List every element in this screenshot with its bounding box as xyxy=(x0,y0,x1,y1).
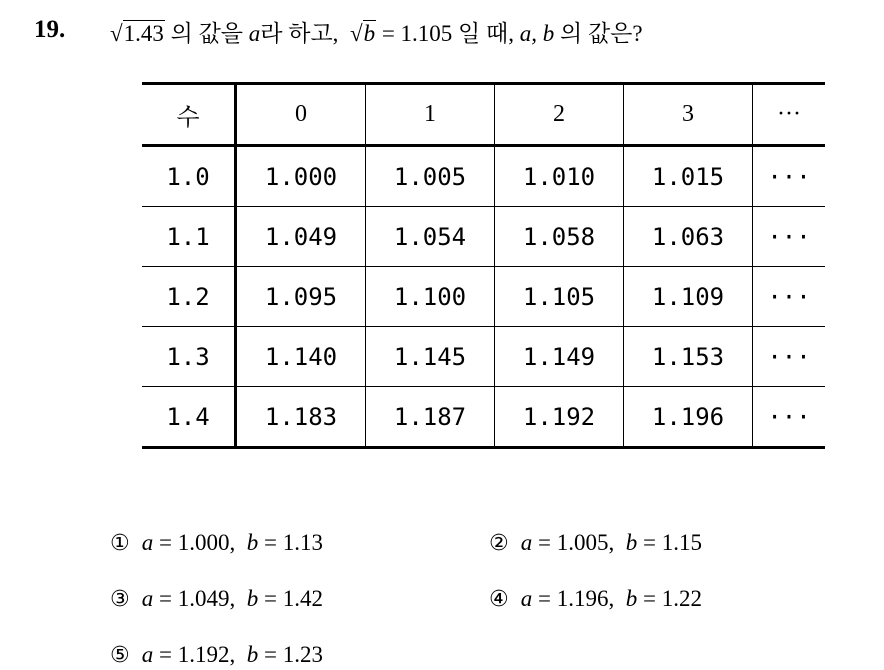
table-row xyxy=(142,327,825,387)
square-root-table xyxy=(142,82,825,449)
choice-b-label: b xyxy=(625,530,638,555)
table-cell: 1.058 xyxy=(495,207,624,267)
variable-a: a xyxy=(248,21,261,46)
radicand: 1.43 xyxy=(123,21,164,46)
choice-marker: ③ xyxy=(110,587,130,612)
table-cell: 1.109 xyxy=(624,267,753,327)
table-cell: ··· xyxy=(753,327,826,387)
table-row xyxy=(142,207,825,267)
choice-a-label: a xyxy=(520,530,533,555)
table-cell: 1.000 xyxy=(236,146,366,207)
choice-b-value: = 1.23 xyxy=(263,642,323,667)
question-text-tail: 의 값은? xyxy=(559,21,643,46)
sqrt-expression-1 xyxy=(110,21,165,47)
table-header-cell: 2 xyxy=(495,84,624,146)
table-cell: 1.140 xyxy=(236,327,366,387)
choice-2[interactable] xyxy=(489,530,702,556)
choice-marker: ① xyxy=(110,531,130,556)
table-cell: 1.145 xyxy=(366,327,495,387)
choice-a-label: a xyxy=(520,586,533,611)
question-number: 19. xyxy=(34,16,66,43)
question-text-mid2: 라 하고, xyxy=(260,21,339,46)
table-cell: 1.2 xyxy=(142,267,236,327)
table-cell: 1.183 xyxy=(236,387,366,448)
choice-marker: ⑤ xyxy=(110,643,130,668)
question-equals: = 1.105 xyxy=(381,21,453,46)
table-cell: 1.049 xyxy=(236,207,366,267)
table-cell: ··· xyxy=(753,207,826,267)
table-cell: 1.1 xyxy=(142,207,236,267)
choice-a-label: a xyxy=(141,530,154,555)
table-cell: ··· xyxy=(753,267,826,327)
choice-b-value: = 1.42 xyxy=(263,586,323,611)
choice-5[interactable] xyxy=(110,642,323,668)
choice-4[interactable] xyxy=(489,586,702,612)
table-cell: 1.063 xyxy=(624,207,753,267)
table-cell: 1.054 xyxy=(366,207,495,267)
variables-ab: a, b xyxy=(519,21,555,46)
choice-a-value: = 1.192, xyxy=(158,642,236,667)
choice-a-label: a xyxy=(141,586,154,611)
choice-a-value: = 1.005, xyxy=(537,530,615,555)
table-cell: 1.005 xyxy=(366,146,495,207)
table-header-cell: 1 xyxy=(366,84,495,146)
table-cell: 1.187 xyxy=(366,387,495,448)
table-header-cell: 수 xyxy=(142,84,236,146)
choice-b-label: b xyxy=(246,586,259,611)
table-cell: ··· xyxy=(753,146,826,207)
table-cell: 1.0 xyxy=(142,146,236,207)
table-body xyxy=(142,84,825,448)
table-cell: 1.153 xyxy=(624,327,753,387)
choice-b-label: b xyxy=(246,642,259,667)
choice-b-value: = 1.22 xyxy=(642,586,702,611)
table-row xyxy=(142,267,825,327)
question-text-end: 일 때, xyxy=(458,21,514,46)
table-cell: 1.010 xyxy=(495,146,624,207)
table-cell: 1.105 xyxy=(495,267,624,327)
table-cell: 1.149 xyxy=(495,327,624,387)
table-header-cell: 0 xyxy=(236,84,366,146)
table-header-cell: ··· xyxy=(753,84,826,146)
table-header-row xyxy=(142,84,825,146)
choice-a-value: = 1.049, xyxy=(158,586,236,611)
choice-b-label: b xyxy=(625,586,638,611)
table-cell: 1.100 xyxy=(366,267,495,327)
table-cell: 1.095 xyxy=(236,267,366,327)
choice-a-value: = 1.196, xyxy=(537,586,615,611)
table-row xyxy=(142,146,825,207)
radical-sign: √ xyxy=(349,21,363,46)
table-cell: 1.4 xyxy=(142,387,236,448)
choice-a-label: a xyxy=(141,642,154,667)
table-cell: 1.015 xyxy=(624,146,753,207)
table-row xyxy=(142,387,825,448)
table-cell: 1.3 xyxy=(142,327,236,387)
choice-marker: ④ xyxy=(489,587,509,612)
sqrt-variable-b: b xyxy=(363,21,376,46)
table-cell: 1.196 xyxy=(624,387,753,448)
choice-1[interactable] xyxy=(110,530,323,556)
sqrt-expression-2 xyxy=(350,21,376,47)
radical-sign: √ xyxy=(110,21,123,46)
table-cell: ··· xyxy=(753,387,826,448)
table-cell: 1.192 xyxy=(495,387,624,448)
table-header-cell: 3 xyxy=(624,84,753,146)
choice-3[interactable] xyxy=(110,586,323,612)
choice-b-value: = 1.15 xyxy=(642,530,702,555)
question-text xyxy=(110,15,643,48)
question-text-mid: 의 값을 xyxy=(170,21,244,46)
choice-a-value: = 1.000, xyxy=(158,530,236,555)
choice-b-value: = 1.13 xyxy=(263,530,323,555)
choice-b-label: b xyxy=(246,530,259,555)
choice-marker: ② xyxy=(489,531,509,556)
